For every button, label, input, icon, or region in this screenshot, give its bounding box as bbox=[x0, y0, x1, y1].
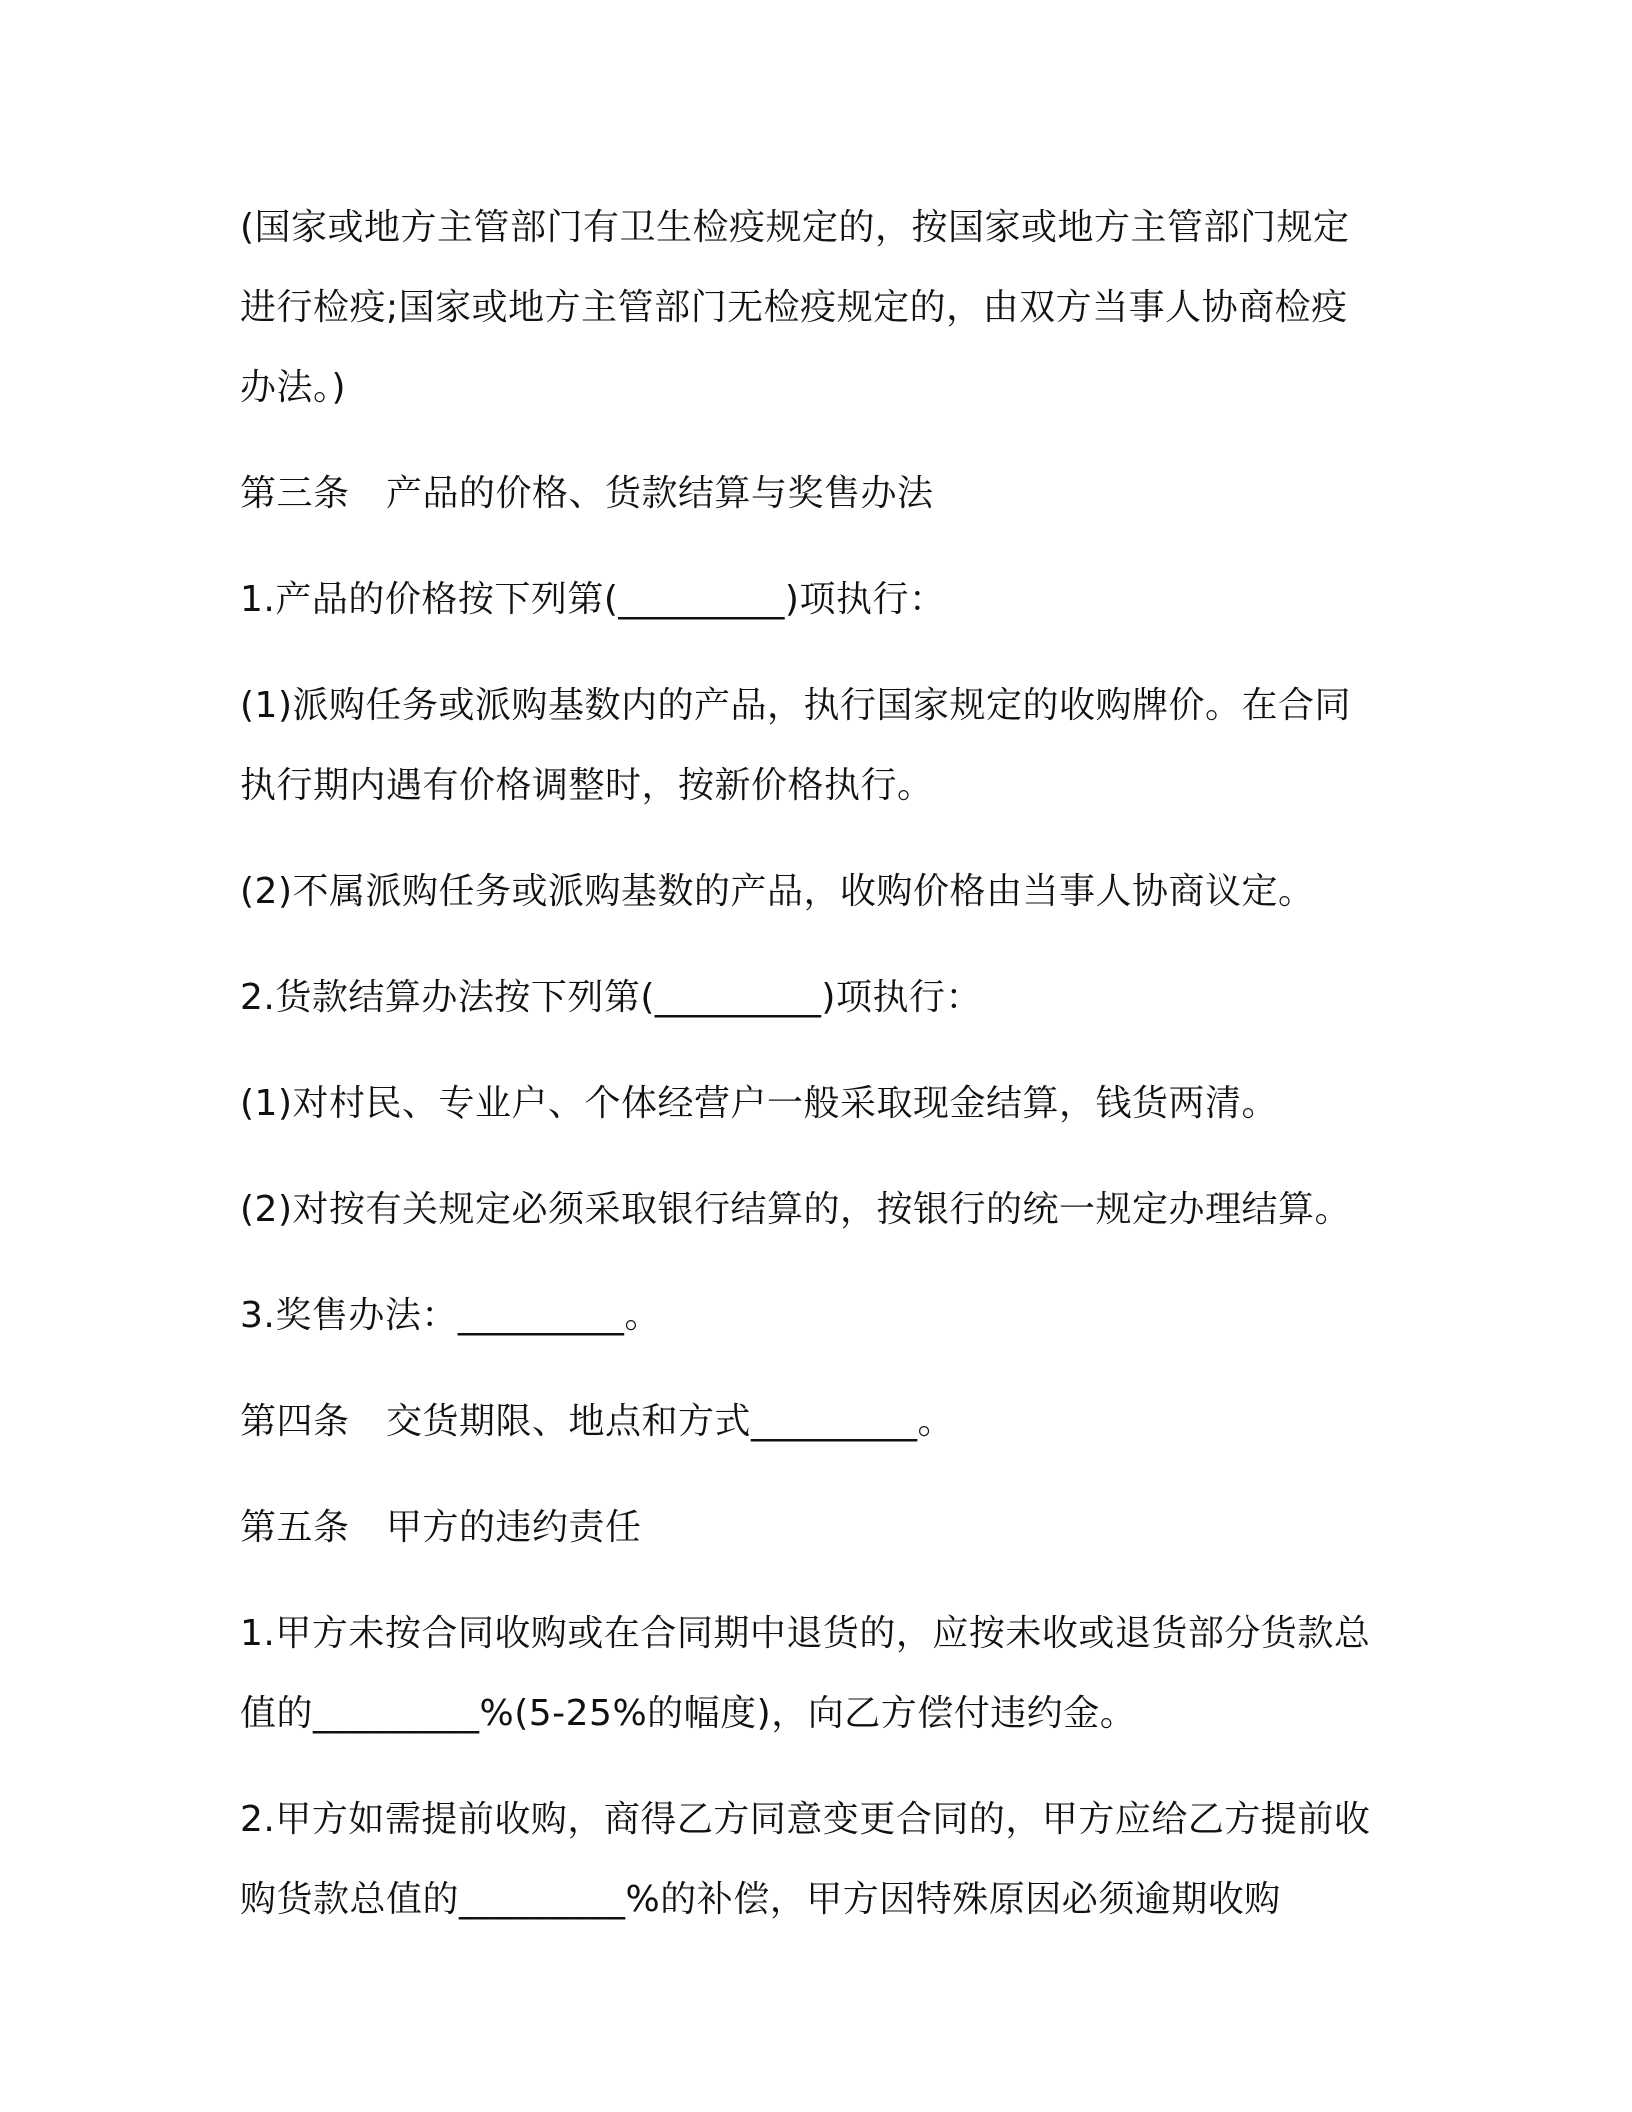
heading-article-5: 第五条 甲方的违约责任 bbox=[240, 1507, 642, 1548]
paragraph-price-option-2: (2)不属派购任务或派购基数的产品，收购价格由当事人协商议定。 bbox=[240, 871, 1315, 912]
paragraph-settlement-clause: 2.货款结算办法按下列第(_________)项执行： bbox=[240, 977, 982, 1018]
paragraph-settlement-option-1: (1)对村民、专业户、个体经营户一般采取现金结算，钱货两清。 bbox=[240, 1083, 1278, 1124]
heading-article-3: 第三条 产品的价格、货款结算与奖售办法 bbox=[240, 473, 934, 514]
paragraph-liability-1: 1.甲方未按合同收购或在合同期中退货的，应按未收或退货部分货款总值的_________%(5-25%的幅度)，向乙方偿付违约金。 bbox=[240, 1613, 1371, 1734]
heading-article-4: 第四条 交货期限、地点和方式_________。 bbox=[240, 1401, 955, 1442]
document-body bbox=[240, 188, 1380, 1966]
paragraph-settlement-option-2: (2)对按有关规定必须采取银行结算的，按银行的统一规定办理结算。 bbox=[240, 1189, 1351, 1230]
paragraph-price-option-1: (1)派购任务或派购基数内的产品，执行国家规定的收购牌价。在合同执行期内遇有价格调整时，按新价格执行。 bbox=[240, 685, 1351, 806]
paragraph-liability-2: 2.甲方如需提前收购，商得乙方同意变更合同的，甲方应给乙方提前收购货款总值的_________%的补偿，甲方因特殊原因必须逾期收购 bbox=[240, 1799, 1371, 1920]
paragraph-incentive-sales: 3.奖售办法：_________。 bbox=[240, 1295, 661, 1336]
paragraph-inspection-note: (国家或地方主管部门有卫生检疫规定的，按国家或地方主管部门规定进行检疫;国家或地方主管部门无检疫规定的，由双方当事人协商检疫办法。) bbox=[240, 207, 1350, 408]
paragraph-price-clause: 1.产品的价格按下列第(_________)项执行： bbox=[240, 579, 946, 620]
